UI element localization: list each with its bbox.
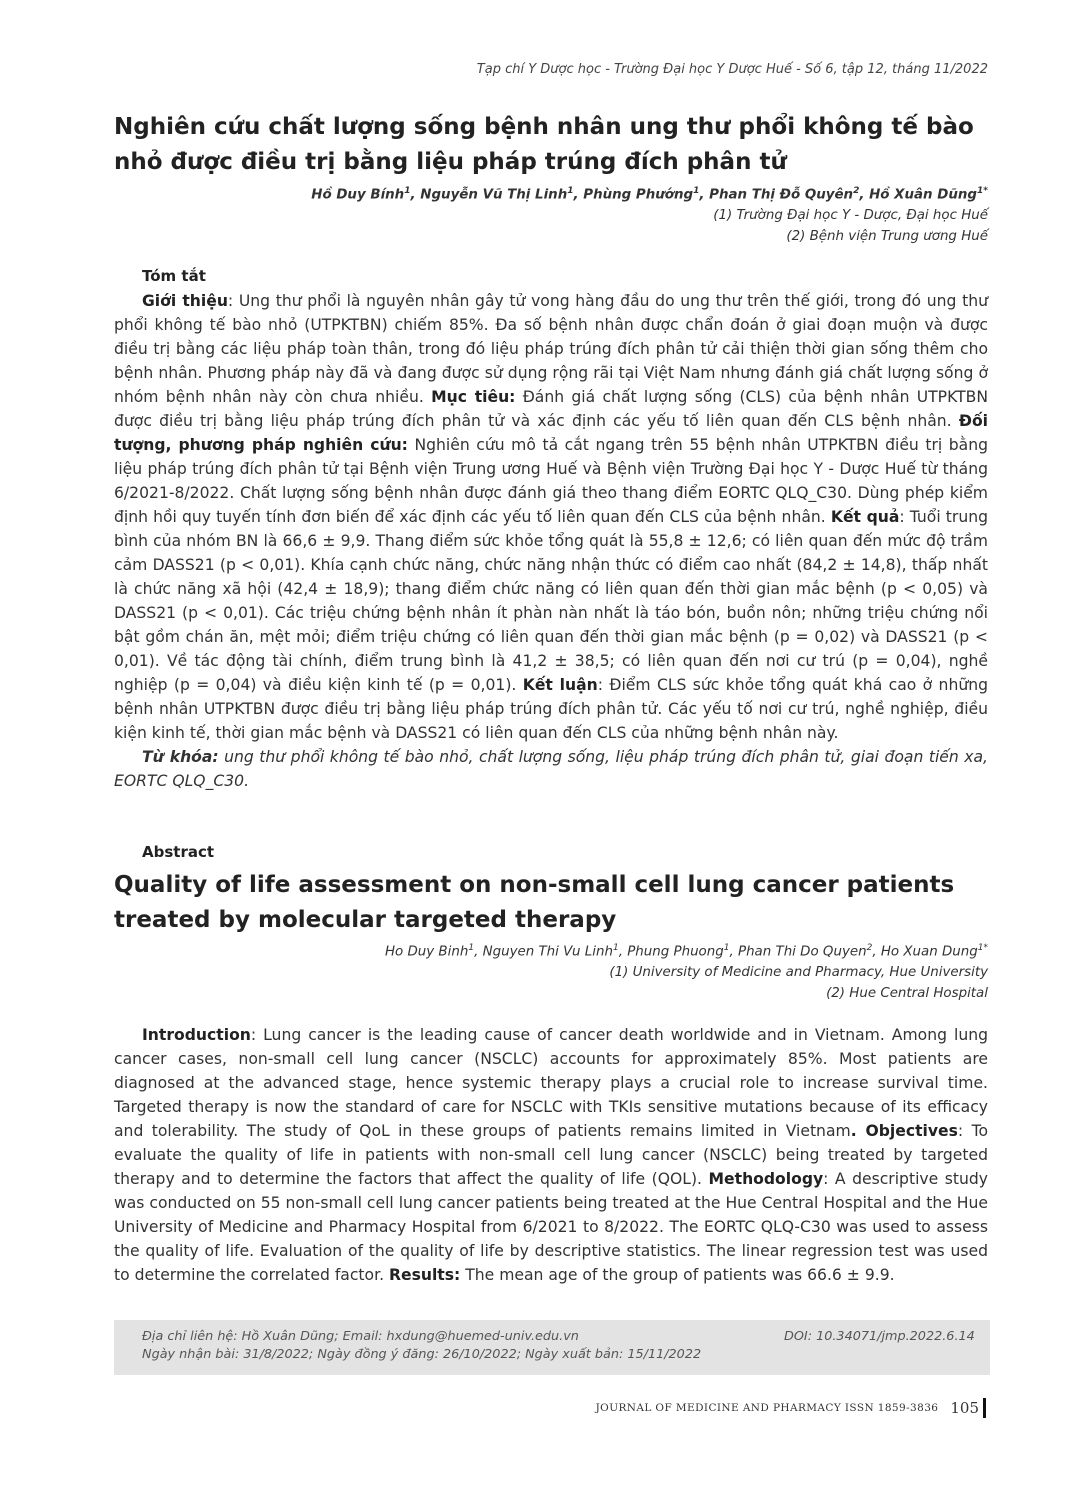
keywords-label: Từ khóa: (142, 748, 219, 766)
objective-text-vi: Đánh giá chất lượng sống (CLS) của bệnh nhân UTPKTBN được điều trị bằng liệu pháp trúng đích phân tử và xác định các yếu tố liên quan đến CLS bệnh nhân. (114, 388, 988, 430)
author-name: Hồ Duy Bính (311, 187, 405, 203)
author-sup: 2 (866, 943, 873, 953)
author-name: Phung Phuong (627, 944, 724, 960)
article-title-vi: Nghiên cứu chất lượng sống bệnh nhân ung thư phổi không tế bào nhỏ được điều trị bằng liệu pháp trúng đích phân tử (114, 114, 974, 175)
conclusion-text-vi: : Điểm CLS sức khỏe tổng quát khá cao ở những bệnh nhân UTPKTBN được điều trị bằng liệu pháp trúng đích phân tử. Các yếu tố nơi cư trú, nghề nghiệp, điều kiện kinh tế, thời gian mắc bệnh và DASS21 có liên quan đến CLS của những bệnh nhân này. (114, 676, 988, 742)
author-block-en (385, 938, 988, 1004)
abstract-heading: Abstract (142, 843, 215, 861)
author-name: Phùng Phướng (583, 187, 694, 203)
page-number-bar (983, 1398, 986, 1418)
author-name: Ho Xuan Dung (880, 944, 978, 960)
article-title-en: Quality of life assessment on non-small cell lung cancer patients treated by molecular targeted therapy (114, 872, 955, 933)
affiliation-1-en: (1) University of Medicine and Pharmacy, Hue University (609, 965, 988, 981)
methodology-label-en: Methodology (708, 1170, 824, 1188)
summary-paragraph (114, 289, 988, 745)
author-list-vi: Hồ Duy Bính$^1$, Nguyễn Vũ Thị Linh$^1$, Phùng Phướng$^1$, Phan Thị Đỗ Quyên$^2$, Hồ Xuân Dũng$^{1*}$ (311, 186, 988, 203)
intro-text-vi: : Ung thư phổi là nguyên nhân gây tử vong hàng đầu do ung thư trên thế giới, trong đó ung thư phổi không tế bào nhỏ (UTPKTBN) chiếm 85%. Đa số bệnh nhân được chẩn đoán ở giai đoạn muộn và được điều trị bằng các liệu pháp toàn thân, trong đó liệu pháp trúng đích phân tử cải thiện thời gian sống thêm cho bệnh nhân. Phương pháp này đã và đang được sử dụng rộng rãi tại Việt Nam nhưng đánh giá chất lượng sống ở nhóm bệnh nhân này còn chưa nhiều. (114, 292, 988, 406)
intro-text-en: : Lung cancer is the leading cause of cancer death worldwide and in Vietnam. Among lung cancer cases, non-small cell lung cancer (NSCLC) accounts for approximately 85%. Most patients are diagnosed at the advanced stage, hence systemic therapy plays a crucial role to increase survival time. Targeted therapy is now the standard of care for NSCLC with TKIs sensitive mutations because of its efficacy and tolerability. The study of QoL in these groups of patients remains limited in Vietnam (114, 1026, 988, 1140)
summary-body-vi (114, 289, 988, 793)
author-name: Hồ Xuân Dũng (869, 187, 978, 203)
results-label-vi: Kết quả (830, 508, 900, 526)
affiliation-1-vi: (1) Trường Đại học Y - Dược, Đại học Huế (713, 208, 988, 224)
author-sup: 1 (468, 943, 475, 953)
contact-address: Địa chỉ liên hệ: Hồ Xuân Dũng; Email: hxdung@huemed-univ.edu.vn (142, 1329, 579, 1344)
author-sup: 1* (977, 943, 988, 953)
publication-dates: Ngày nhận bài: 31/8/2022; Ngày đồng ý đăng: 26/10/2022; Ngày xuất bản: 15/11/2022 (142, 1347, 702, 1362)
author-sup: 1 (612, 943, 619, 953)
affiliation-2-vi: (2) Bệnh viện Trung ương Huế (786, 229, 988, 245)
method-label-vi: Đối tượng, phương pháp nghiên cứu: (114, 412, 988, 454)
results-text-vi: : Tuổi trung bình của nhóm BN là 66,6 ± 9,9. Thang điểm sức khỏe tổng quát là 55,8 ± 12,6; có liên quan đến mức độ trầm cảm DASS21 (p < 0,01). Khía cạnh chức năng, chức năng nhận thức có điểm cao nhất (84,2 ± 14,8), thấp nhất là chức năng xã hội (42,4 ± 18,9); thang điểm chức năng có liên quan đến thời gian mắc bệnh (p < 0,05) và DASS21 (p < 0,01). Các triệu chứng bệnh nhân ít phàn nàn nhất là táo bón, buồn nôn; những triệu chứng nổi bật gồm chán ăn, mệt mỏi; điểm triệu chứng có liên quan đến thời gian mắc bệnh (p = 0,02) và DASS21 (p < 0,01). Về tác động tài chính, điểm trung bình là 41,2 ± 38,5; có liên quan đến nơi cư trú (p = 0,04), nghề nghiệp (p = 0,04) và điều kiện kinh tế (p = 0,01). (114, 508, 988, 694)
author-block-vi (311, 181, 988, 247)
author-name: Ho Duy Binh (384, 944, 469, 960)
methodology-text-en: : A descriptive study was conducted on 55 non-small cell lung cancer patients being treated at the Hue Central Hospital and the Hue University of Medicine and Pharmacy Hospital from 6/2021 to 8/2022. The EORTC QLQ-C30 was used to assess the quality of life. Evaluation of the quality of life by descriptive statistics. The linear regression test was used to determine the correlated factor. (114, 1170, 988, 1284)
objective-label-vi: Mục tiêu: (431, 388, 516, 406)
objectives-label-en: . Objectives (850, 1122, 958, 1140)
doi-link[interactable]: DOI: 10.34071/jmp.2022.6.14 (784, 1329, 975, 1344)
author-sup: 1 (723, 943, 730, 953)
affiliation-2-en: (2) Hue Central Hospital (826, 986, 988, 1002)
author-list-en: Ho Duy Binh$^1$, Nguyen Thi Vu Linh$^1$, Phung Phuong$^1$, Phan Thi Do Quyen$^2$, Ho Xuan Dung$^{1*}$ (384, 943, 988, 960)
author-sup: 1 (404, 186, 411, 196)
journal-header: Tạp chí Y Dược học - Trường Đại học Y Dược Huế - Số 6, tập 12, tháng 11/2022 (476, 62, 988, 77)
method-text-vi: Nghiên cứu mô tả cắt ngang trên 55 bệnh nhân UTPKTBN điều trị bằng liệu pháp trúng đích phân tử tại Bệnh viện Trung ương Huế và Bệnh viện Trường Đại học Y - Dược Huế từ tháng 6/2021-8/2022. Chất lượng sống bệnh nhân được đánh giá theo thang điểm EORTC QLQ_C30. Dùng phép kiểm định hồi quy tuyến tính đơn biến để xác định các yếu tố liên quan đến CLS của bệnh nhân. (114, 436, 988, 526)
page-footer (596, 1398, 986, 1418)
author-sup: 1 (693, 186, 700, 196)
author-sup: 2 (853, 186, 860, 196)
author-name: Phan Thi Do Quyen (738, 944, 867, 960)
objectives-text-en: : To evaluate the quality of life in patients with non-small cell lung cancer (NSCLC) being treated by targeted therapy and to determine the factors that affect the quality of life (QOL). (114, 1122, 988, 1188)
keywords-paragraph (114, 745, 988, 793)
author-name: Nguyen Thi Vu Linh (482, 944, 613, 960)
conclusion-label-vi: Kết luận (522, 676, 598, 694)
abstract-body-en (114, 1023, 988, 1287)
author-name: Phan Thị Đỗ Quyên (709, 187, 854, 203)
summary-heading: Tóm tắt (142, 267, 206, 285)
intro-label-vi: Giới thiệu (142, 292, 228, 310)
results-label-en: Results: (388, 1266, 461, 1284)
page-number: 105 (950, 1399, 979, 1417)
author-sup: 1* (977, 186, 988, 196)
footer-journal: JOURNAL OF MEDICINE AND PHARMACY ISSN 1859-3836 (595, 1402, 939, 1414)
keywords-text: ung thư phổi không tế bào nhỏ, chất lượng sống, liệu pháp trúng đích phân tử, giai đoạn tiến xa, EORTC QLQ_C30. (114, 748, 988, 790)
intro-label-en: Introduction (142, 1026, 251, 1044)
author-name: Nguyễn Vũ Thị Linh (420, 187, 568, 203)
contact-info-box (114, 1320, 990, 1375)
results-text-en: The mean age of the group of patients was 66.6 ± 9.9. (460, 1266, 895, 1284)
abstract-paragraph (114, 1023, 988, 1287)
author-sup: 1 (567, 186, 574, 196)
